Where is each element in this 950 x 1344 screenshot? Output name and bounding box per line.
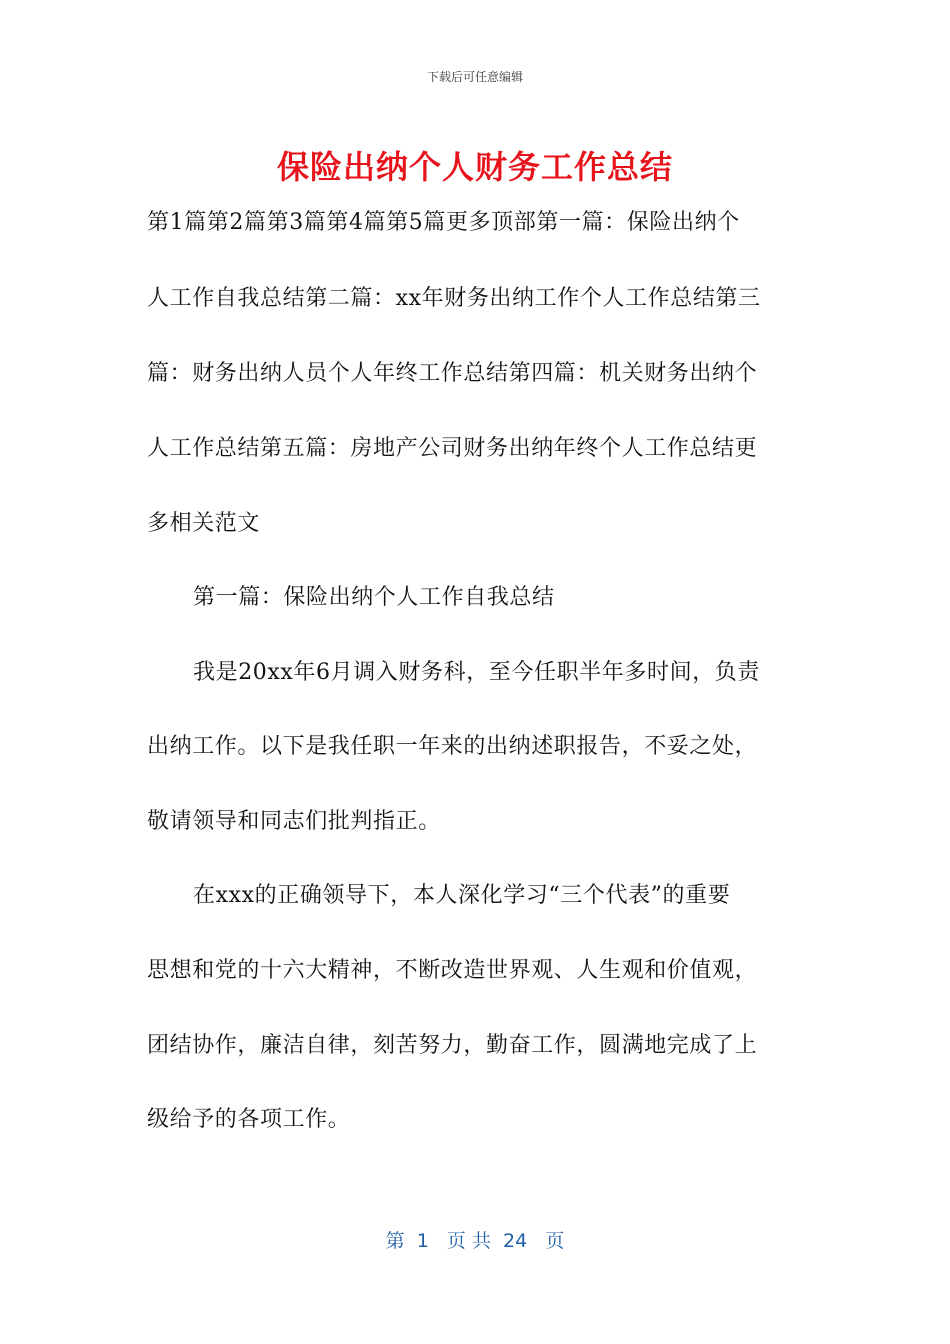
body-line-4: 人工作总结第五篇：房地产公司财务出纳年终个人工作总结更 xyxy=(147,436,758,461)
paragraph-1-line-2: 出纳工作。以下是我任职一年来的出纳述职报告，不妥之处， xyxy=(147,734,758,759)
paragraph-2-line-1: 在xxx的正确领导下，本人深化学习“三个代表”的重要 xyxy=(193,883,731,908)
section-heading: 第一篇：保险出纳个人工作自我总结 xyxy=(193,585,555,610)
body-line-3: 篇：财务出纳人员个人年终工作总结第四篇：机关财务出纳个 xyxy=(147,361,758,386)
paragraph-1-line-1: 我是20xx年6月调入财务科，至今任职半年多时间，负责 xyxy=(193,660,761,685)
body-line-5: 多相关范文 xyxy=(147,511,261,536)
body-line-2: 人工作自我总结第二篇：xx年财务出纳工作个人工作总结第三 xyxy=(147,286,761,311)
page-number-footer: 第 1 页 共 24 页 xyxy=(385,1230,565,1252)
body-line-1: 第1篇第2篇第3篇第4篇第5篇更多顶部第一篇：保险出纳个 xyxy=(147,210,740,235)
header-note: 下载后可任意编辑 xyxy=(426,70,523,84)
document-title: 保险出纳个人财务工作总结 xyxy=(276,148,673,186)
paragraph-1-line-3: 敬请领导和同志们批判指正。 xyxy=(147,809,441,834)
paragraph-2-line-2: 思想和党的十六大精神，不断改造世界观、人生观和价值观， xyxy=(147,958,758,983)
paragraph-2-line-4: 级给予的各项工作。 xyxy=(147,1107,351,1132)
paragraph-2-line-3: 团结协作，廉洁自律，刻苦努力，勤奋工作，圆满地完成了上 xyxy=(147,1033,758,1058)
